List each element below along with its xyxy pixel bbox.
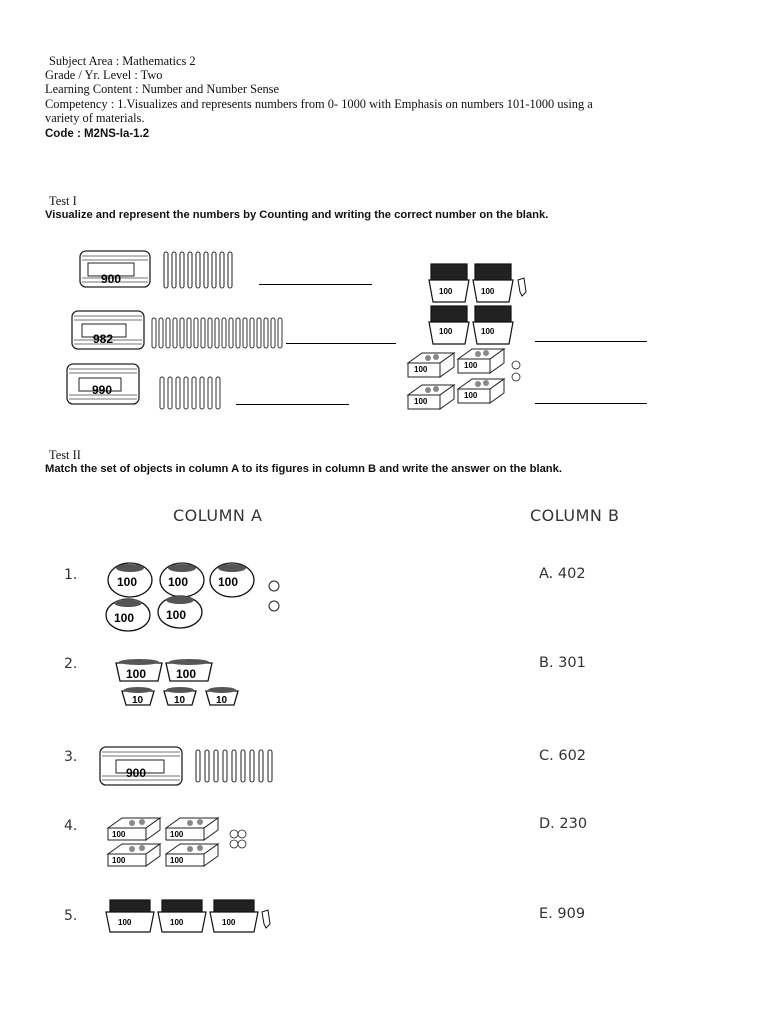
- bundle-label-900: [126, 765, 156, 779]
- basket-label: [126, 666, 156, 680]
- competency-line-2: variety of materials.: [45, 111, 145, 125]
- cup-label: [481, 326, 503, 336]
- test-2-instruction: Match the set of objects in column A to its figures in column B and write the answer on the blank.: [45, 463, 562, 475]
- jar-label: [166, 607, 196, 621]
- answer-blank-5[interactable]: [535, 403, 647, 404]
- box-label: [414, 396, 436, 406]
- svg-text:100: 100: [222, 918, 236, 927]
- basket-label: [176, 666, 206, 680]
- pencil-cups-icon: [425, 262, 535, 350]
- svg-text:900: 900: [126, 766, 147, 780]
- svg-text:990: 990: [92, 383, 113, 397]
- answer-option-a: A. 402: [539, 566, 586, 582]
- item-number: 5.: [64, 908, 78, 924]
- svg-text:100: 100: [112, 856, 126, 865]
- bundle-label-990: [92, 382, 122, 396]
- code-label: Code : M2NS-Ia-1.2: [45, 128, 150, 140]
- box-label: [414, 364, 436, 374]
- svg-text:982: 982: [93, 332, 114, 346]
- svg-text:100: 100: [117, 575, 138, 589]
- answer-option-c: C. 602: [539, 748, 587, 764]
- svg-text:900: 900: [101, 272, 122, 286]
- basket-label: [174, 693, 194, 705]
- svg-text:100: 100: [176, 667, 197, 681]
- answer-blank-4[interactable]: [535, 341, 647, 342]
- box-label: [112, 829, 134, 839]
- svg-text:100: 100: [481, 327, 495, 336]
- item-number: 2.: [64, 656, 78, 672]
- svg-text:100: 100: [114, 611, 135, 625]
- box-label: [464, 360, 486, 370]
- cup-label: [481, 286, 503, 296]
- cup-label: [439, 286, 461, 296]
- box-label: [170, 829, 192, 839]
- cup-label: [222, 917, 244, 927]
- jar-label: [117, 574, 147, 588]
- bundle-label-982: [93, 331, 123, 345]
- box-label: [464, 390, 486, 400]
- sticks-icon: [162, 250, 240, 290]
- column-b-header: COLUMN B: [530, 506, 620, 525]
- svg-text:10: 10: [216, 695, 228, 706]
- bundle-label-900: [101, 271, 131, 285]
- cup-label: [439, 326, 461, 336]
- competency-line-1: Competency : 1.Visualizes and represents numbers from 0- 1000 with Emphasis on numbers 101-1000 using a: [45, 97, 593, 111]
- jar-label: [218, 574, 248, 588]
- jar-label: [168, 574, 198, 588]
- svg-text:10: 10: [132, 695, 144, 706]
- item-number: 1.: [64, 567, 78, 583]
- svg-text:100: 100: [439, 287, 453, 296]
- subject-area: Subject Area : Mathematics 2: [49, 54, 196, 68]
- basket-label: [132, 693, 152, 705]
- svg-text:100: 100: [439, 327, 453, 336]
- svg-text:100: 100: [170, 830, 184, 839]
- svg-text:100: 100: [464, 361, 478, 370]
- cup-label: [118, 917, 140, 927]
- svg-text:100: 100: [464, 391, 478, 400]
- cup-label: [170, 917, 192, 927]
- learning-content: Learning Content : Number and Number Sense: [45, 82, 279, 96]
- svg-text:10: 10: [174, 695, 186, 706]
- answer-blank-1[interactable]: [259, 284, 372, 285]
- answer-blank-3[interactable]: [236, 404, 349, 405]
- sticks-icon: [194, 748, 276, 784]
- svg-text:100: 100: [118, 918, 132, 927]
- test-2-title: Test II: [49, 448, 81, 462]
- box-label: [170, 855, 192, 865]
- svg-text:100: 100: [166, 608, 187, 622]
- svg-text:100: 100: [481, 287, 495, 296]
- svg-text:100: 100: [170, 918, 184, 927]
- answer-option-b: B. 301: [539, 655, 586, 671]
- test-1-title: Test I: [49, 194, 77, 208]
- svg-text:100: 100: [414, 365, 428, 374]
- grade-level: Grade / Yr. Level : Two: [45, 68, 163, 82]
- svg-text:100: 100: [112, 830, 126, 839]
- box-label: [112, 855, 134, 865]
- svg-text:100: 100: [170, 856, 184, 865]
- svg-text:100: 100: [218, 575, 239, 589]
- basket-label: [216, 693, 236, 705]
- svg-text:100: 100: [168, 575, 189, 589]
- svg-text:100: 100: [414, 397, 428, 406]
- column-a-header: COLUMN A: [173, 506, 263, 525]
- answer-option-d: D. 230: [539, 816, 588, 832]
- item-number: 3.: [64, 749, 78, 765]
- answer-option-e: E. 909: [539, 906, 586, 922]
- sticks-icon: [158, 375, 228, 411]
- svg-text:100: 100: [126, 667, 147, 681]
- jar-label: [114, 610, 144, 624]
- answer-blank-2[interactable]: [286, 343, 396, 344]
- sticks-icon: [150, 316, 286, 350]
- item-number: 4.: [64, 818, 78, 834]
- test-1-instruction: Visualize and represent the numbers by Counting and writing the correct number on the blank.: [45, 209, 549, 221]
